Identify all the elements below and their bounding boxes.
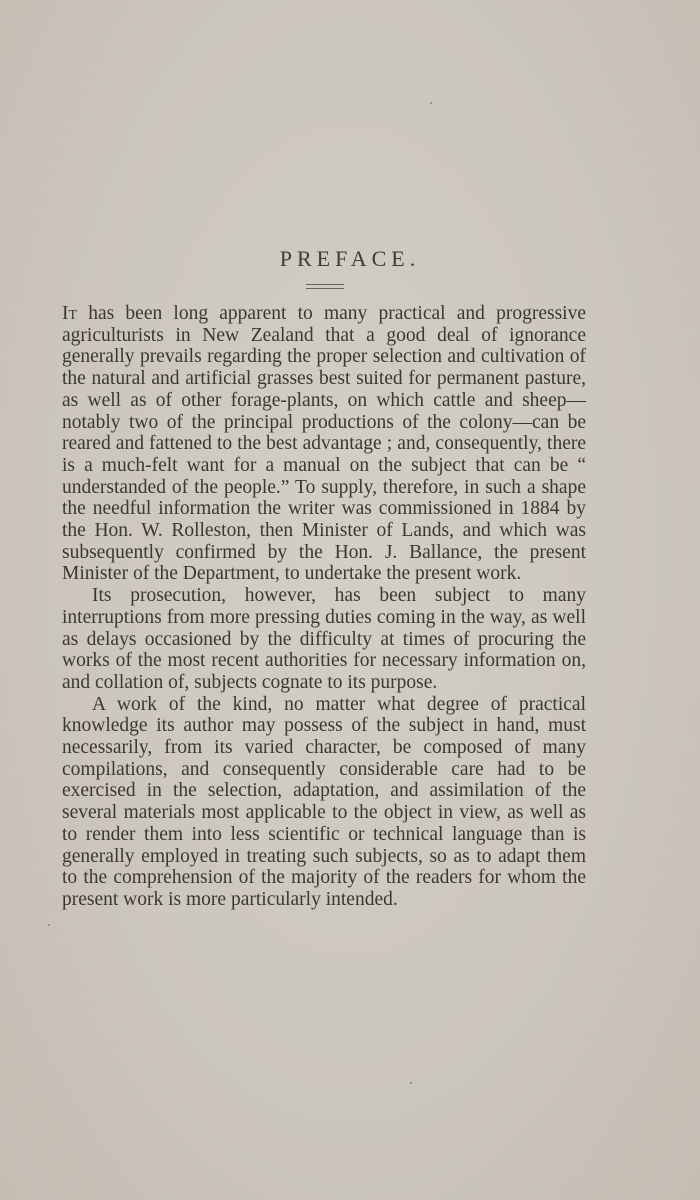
paragraph-1-text: has been long apparent to many practical and progressive agriculturists in New Zealand that a good deal of ignorance generally prevails regarding the proper selection and cultivation of the natural and artificial grasses best suited for permanent pasture, as well as of other forage-plants, on which cattle and sheep—notably two of the principal productions of the colony—can be reared and fattened to the best advantage ; and, consequently, there is a much-felt want for a manual on the subject that can be “ understanded of the people.” To supply, therefore, in such a shape the needful information the writer was commissioned in 1884 by the Hon. W. Rolleston, then Minister of Lands, and which was subsequently confirmed by the Hon. J. Ballance, the present Minister of the Department, to undertake the present work.	[62, 303, 586, 585]
paper-speck	[410, 1082, 412, 1084]
page-heading: PREFACE.	[279, 246, 421, 271]
paper-speck	[430, 102, 432, 104]
paragraph-1	[62, 303, 586, 585]
paragraph-1-lead-word: It	[62, 303, 78, 324]
heading-double-rule	[306, 284, 344, 289]
paper-speck	[48, 924, 50, 926]
paragraph-3: A work of the kind, no matter what degree of practical knowledge its author may possess of the subject in hand, must necessarily, from its varied character, be composed of many compilations, and consequently considerable care had to be exercised in the selection, adaptation, and assimilation of the several materials most applicable to the object in view, as well as to render them into less scientific or technical language than is generally employed in treating such subjects, so as to adapt them to the comprehension of the majority of the readers for whom the present work is more particularly intended.	[62, 693, 586, 910]
paragraph-2: Its prosecution, however, has been subject to many interruptions from more pressing duties coming in the way, as well as delays occasioned by the difficulty at times of procuring the works of the most recent authorities for necessary information on, and collation of, subjects cognate to its purpose.	[62, 585, 586, 693]
preface-body	[62, 303, 586, 911]
